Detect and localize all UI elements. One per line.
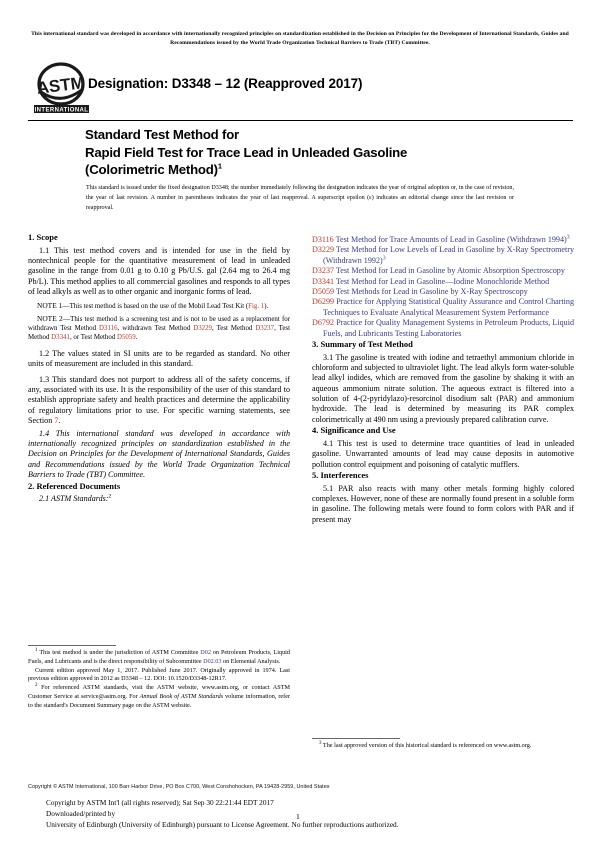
note-1-text-b: ). [264,302,269,310]
left-footnotes [28,645,290,711]
paragraph-1-3-italic: 1.3 This standard does not purport to address all of the safety concerns, if any, associated with its use. It is the responsibility of the user of this standard to establish appropriate safety and health practices and determine the applicability of regulatory limitations prior to use. [28,374,290,415]
referenced-standard-id[interactable]: D3237 [312,266,335,276]
copyright-notice: Copyright © ASTM International, 100 Barr Harbor Drive, PO Box C700, West Conshohocken, PA 19428-2959, United States [28,784,330,790]
note-2-link-d3229[interactable]: D3229 [193,325,213,333]
referenced-standard-item[interactable] [312,318,574,339]
paragraph-1-1: 1.1 This test method covers and is intended for use in the field by nontechnical people for the quantitative measurement of lead in unleaded gasoline in the range from 0.01 g to 0.10 g Pb/U.S. gal (2.64 mg to 26.4 mg Pb/L). This method applies to all commercial gasolines and responds to all types of lead alkyls as well as to other organic and inorganic forms of lead. [28,245,290,297]
referenced-standard-item[interactable] [312,235,574,245]
note-1-figure-link[interactable]: Fig. 1 [248,302,265,310]
subheading-astm-standards [28,494,290,504]
note-1-label: NOTE 1— [37,300,70,310]
section-heading-interferences: 5. Interferences [312,470,369,481]
subheading-footnote-marker: 2 [108,493,112,500]
referenced-standard-id[interactable]: D5059 [312,286,335,296]
referenced-standard-title: Test Method for Lead in Gasoline by Atomic Absorption Spectroscopy [334,266,565,276]
note-2-link-d3341[interactable]: D3341 [51,334,70,342]
download-line-1: Copyright by ASTM Int'l (all rights reserved); Sat Sep 30 22:21:44 EDT 2017 [46,798,274,807]
referenced-standard-footnote-marker: 3 [566,234,570,241]
svg-text:INTERNATIONAL: INTERNATIONAL [34,107,89,114]
footnote-divider-right [312,738,400,739]
svg-text:ASTM: ASTM [35,73,86,98]
footnote-2 [28,684,290,710]
note-2-label: NOTE 2— [37,314,71,324]
footnote-1-text-c: on Elemental Analysis. [221,657,281,665]
title-line-1: Standard Test Method for [85,127,239,142]
note-1 [28,301,290,312]
footnote-1-edition: Current edition approved May 1, 2017. Published June 2017. Originally approved in 1974. Last previous edition approved in 2012 as D3348 – 12. DOI: 10.1520/D3348-12R17. [28,666,290,683]
note-2-text-c: , Test Method [212,325,256,333]
page-number: 1 [296,812,300,821]
title-line-3-text: (Colorimetric Method) [85,162,218,178]
header-divider [28,120,573,121]
paragraph-3-1: 3.1 The gasoline is treated with iodine and tetraethyl ammonium chloride in chloroform and subjected to ultraviolet light. The lead alkyls form water-soluble lead alkyl iodides, which are removed from the gasoline by shaking it with an aqueous ammonium nitrate solution. The aqueous extract is filtered into a solution of 4-(2-pyridylazo)-resorcinol disodium salt (PAR) and ammonium hydroxide. The lead is determined by measuring its PAR complex colorimetrically at 490 nm using a previously prepared calibration curve. [312,352,574,424]
footnote-divider-left [28,645,116,646]
referenced-standard-footnote-marker: 3 [382,255,386,262]
left-column [28,232,290,505]
download-info [46,798,566,831]
right-footnotes [312,738,574,751]
referenced-standard-id[interactable]: D6792 [312,318,335,328]
referenced-standard-title: Test Method for Trace Amounts of Lead in Gasoline (Withdrawn 1994) [333,235,567,244]
referenced-standard-id[interactable]: D3341 [312,276,335,286]
referenced-standard-item[interactable] [312,277,574,287]
referenced-standard-id[interactable]: D3116 [312,235,334,244]
note-2-text-a: This test method is a screening test and is not to be used as a replacement for withdrawn Test Method [28,316,290,333]
note-2 [28,314,290,342]
referenced-standard-title: Test Method for Low Levels of Lead in Gasoline by X-Ray Spectrometry (Withdrawn 1992) [323,245,574,265]
referenced-standard-item[interactable] [312,297,574,318]
section-heading-summary: 3. Summary of Test Method [312,338,413,349]
section-heading-scope: 1. Scope [28,232,58,242]
referenced-standard-title: Practice for Applying Statistical Quality Assurance and Control Charting Techniques to Evaluate Analytical Measurement System Performance [323,297,574,317]
paragraph-1-3 [28,375,290,427]
paragraph-5-1: 5.1 PAR also reacts with many other metals forming highly colored complexes. However, none of these are normally found present in a soluble form in gasoline. The following metals were found to form colors with PAR and if present may [312,483,574,524]
title-line-3 [85,161,535,179]
footnote-1-link-d02[interactable]: D02 [200,649,211,656]
footnote-3 [312,742,574,751]
referenced-standards-list [312,235,574,339]
referenced-standard-title: Test Methods for Lead in Gasoline by X-Ray Spectroscopy [334,286,528,296]
referenced-standard-id[interactable]: D6299 [312,297,335,307]
title-line-2: Rapid Field Test for Trace Lead in Unleaded Gasoline [85,144,408,160]
download-line-3: University of Edinburgh (University of Edinburgh) pursuant to License Agreement. No further reproductions authorized. [46,819,399,829]
footnote-3-text: The last approved version of this historical standard is referenced on www.astm.org. [321,742,532,749]
note-2-text-f: . [135,334,138,342]
paragraph-1-3-section-link[interactable]: 7 [54,416,59,426]
referenced-standard-item[interactable] [312,287,574,297]
note-2-text-d: , Test Method [28,325,290,342]
footnote-2-italic: Annual Book of ASTM Standards [139,692,224,700]
right-column [312,232,574,525]
tbt-header-note: This international standard was developed in accordance with internationally recognized principles on standardization established in the Decision on Principles for the Development of International Standards, Guides and Recommendations issued by the World Trade Organization Technical Barriers to Trade (TBT) Committee. [31,31,569,46]
note-2-text-e: , or Test Method [69,334,117,342]
paragraph-4-1: 4.1 This test is used to determine trace quantities of lead in unleaded gasoline. Unwarranted amounts of lead may cause deposits in automotive pollution control equipment and poisoning of catalytic mufflers. [312,438,574,469]
footnote-1-marker: 1 [35,647,38,653]
note-1-text-a: This test method is based on the use of the Mobil Lead Test Kit ( [69,302,249,310]
section-heading-significance: 4. Significance and Use [312,425,396,436]
paragraph-1-4: 1.4 This international standard was developed in accordance with internationally recognized principles on standardization established in the Decision on Principles for the Development of International Standards, Guides and Recommendations issued by the World Trade Organization Technical Barriers to Trade (TBT) Committee. [28,428,290,480]
paragraph-1-3-period: . [58,416,61,426]
note-2-link-d3116[interactable]: D3116 [99,325,118,333]
referenced-standard-item[interactable] [312,245,574,266]
referenced-standard-id[interactable]: D3229 [312,245,335,255]
title-footnote-marker: 1 [217,161,222,171]
footnote-3-marker: 3 [319,740,322,746]
referenced-standard-title: Test Method for Lead in Gasoline—Iodine Monochloride Method [334,276,550,286]
referenced-standard-title: Practice for Quality Management Systems in Petroleum Products, Liquid Fuels, and Lubricants Testing Laboratories [323,318,574,338]
footnote-1 [28,649,290,667]
subheading-astm-standards-text: 2.1 ASTM Standards: [39,494,109,504]
paragraph-1-2: 1.2 The values stated in SI units are to be regarded as standard. No other units of measurement are included in this standard. [28,348,290,369]
footnote-2-marker: 2 [35,683,38,689]
footnote-2-text-a: For referenced ASTM standards, visit the ASTM website, www.astm.org, or contact ASTM Customer Service at service@astm.org. For [28,684,290,700]
footnote-1-link-d0203[interactable]: D02.03 [203,657,222,665]
note-2-link-d5059[interactable]: D5059 [116,334,136,342]
designation-label: Designation: D3348 – 12 (Reapproved 2017) [88,76,363,91]
fixed-designation-note: This standard is issued under the fixed designation D3348; the number immediately following the designation indicates the year of original adoption or, in the case of revision, the year of last revision. A number in parentheses indicates the year of last reapproval. A superscript epsilon (ε) indicates an editorial change since the last revision or reapproval. [86,185,514,211]
section-heading-referenced-documents: 2. Referenced Documents [28,480,121,491]
footnote-1-text-a: This test method is under the jurisdiction of ASTM Committee [37,649,201,656]
referenced-standard-item[interactable] [312,266,574,276]
footnote-2-text-b: volume information, refer to the standard's Document Summary page on the ASTM website. [28,692,291,709]
page-title [85,126,535,179]
footnote-1-text-b: on Petroleum Products, Liquid Fuels, and Lubricants and is the direct responsibility of Subcommittee [28,649,290,665]
download-line-2: Downloaded/printed by [46,808,116,818]
paragraph-1-3-text: For specific warning statements, see Section [28,405,290,426]
note-2-link-d3237[interactable]: D3237 [255,325,275,333]
note-2-text-b: , withdrawn Test Method [117,325,194,333]
designation-row [28,62,573,118]
